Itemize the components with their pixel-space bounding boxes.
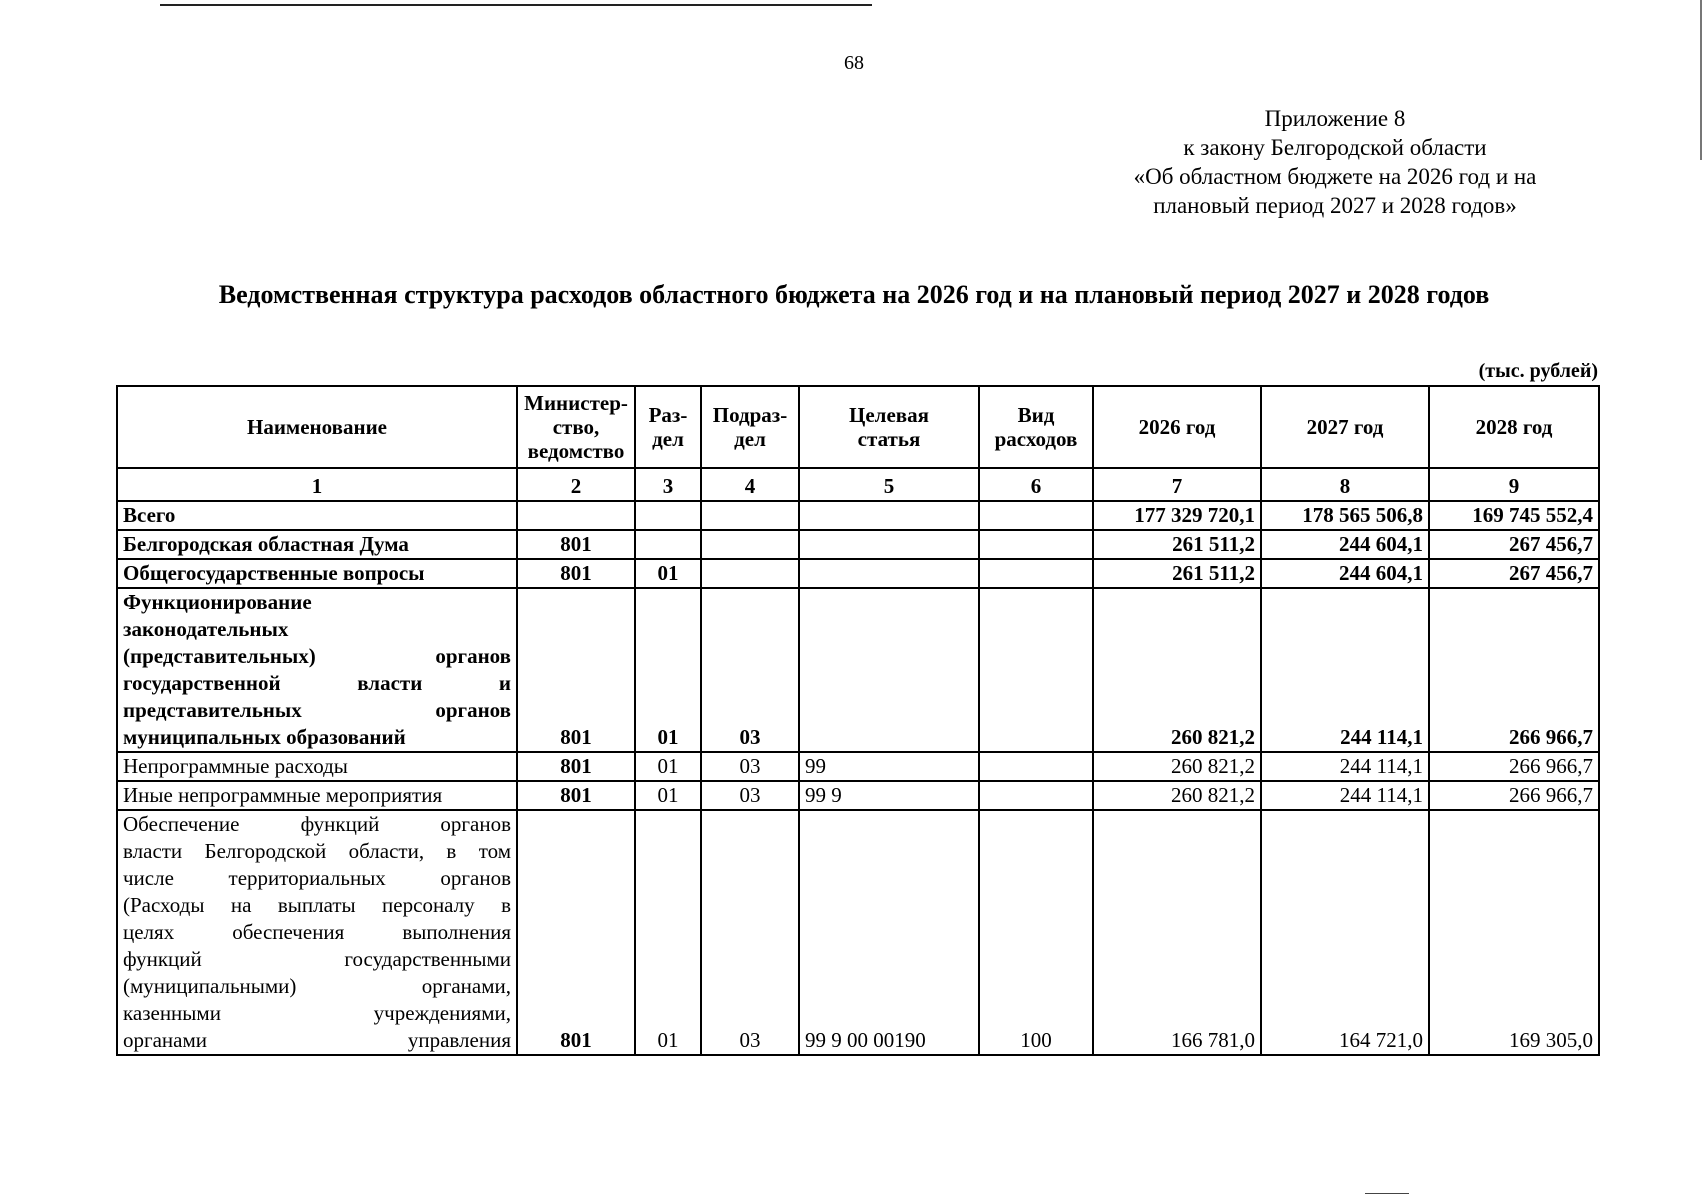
section-cell: 01 <box>635 752 701 781</box>
header-row <box>117 386 1599 468</box>
ministry-cell: 801 <box>517 781 635 810</box>
row-name <box>117 810 517 1055</box>
row-name-line: (Расходы на выплаты персоналу в <box>123 893 511 917</box>
page-number: 68 <box>844 52 864 74</box>
amount-2026: 261 511,2 <box>1093 530 1261 559</box>
header-2027: 2027 год <box>1261 386 1429 468</box>
header-line: дел <box>734 427 766 451</box>
header-line: Вид <box>1017 403 1055 427</box>
appendix-note <box>1100 104 1570 220</box>
document-title: Ведомственная структура расходов областного бюджета на 2026 год и на плановый период 2027 и 2028 годов <box>218 280 1490 309</box>
row-name: Непрограммные расходы <box>117 752 517 781</box>
row-name-line: целях обеспечения выполнения <box>123 920 511 944</box>
target-cell: 99 <box>799 752 979 781</box>
amount-2026: 177 329 720,1 <box>1093 501 1261 530</box>
header-line: ведомство <box>527 439 625 463</box>
amount-2026: 261 511,2 <box>1093 559 1261 588</box>
header-target <box>799 386 979 468</box>
amount-2027: 244 114,1 <box>1261 781 1429 810</box>
row-name-line: представительных органов <box>123 698 511 722</box>
subsection-cell <box>701 530 799 559</box>
header-expense-type <box>979 386 1093 468</box>
expense-type-cell <box>979 559 1093 588</box>
row-name-line: (муниципальными) органами, <box>123 974 511 998</box>
row-name-line: числе территориальных органов <box>123 866 511 890</box>
header-line: ство, <box>552 415 600 439</box>
column-number: 2 <box>517 468 635 501</box>
table-row <box>117 559 1599 588</box>
amount-2027: 244 114,1 <box>1261 752 1429 781</box>
ministry-cell: 801 <box>517 559 635 588</box>
ministry-cell: 801 <box>517 530 635 559</box>
target-cell <box>799 530 979 559</box>
column-number: 5 <box>799 468 979 501</box>
row-name-line: казенными учреждениями, <box>123 1001 511 1025</box>
header-line: статья <box>857 427 921 451</box>
section-cell: 01 <box>635 810 701 1055</box>
header-line: Министер- <box>524 391 628 415</box>
table-row <box>117 588 1599 752</box>
amount-2028: 266 966,7 <box>1429 781 1599 810</box>
scan-edge-line <box>1365 1193 1409 1194</box>
ministry-cell: 801 <box>517 588 635 752</box>
row-name-line: Функционирование <box>123 590 312 614</box>
header-line: Подраз- <box>712 403 788 427</box>
header-subsection <box>701 386 799 468</box>
table-row <box>117 752 1599 781</box>
expense-type-cell <box>979 752 1093 781</box>
table-row <box>117 501 1599 530</box>
unit-label: (тыс. рублей) <box>1478 360 1598 382</box>
header-ministry <box>517 386 635 468</box>
column-number: 6 <box>979 468 1093 501</box>
amount-2027: 244 604,1 <box>1261 530 1429 559</box>
amount-2027: 178 565 506,8 <box>1261 501 1429 530</box>
ministry-cell <box>517 501 635 530</box>
amount-2027: 164 721,0 <box>1261 810 1429 1055</box>
section-cell <box>635 501 701 530</box>
subsection-cell <box>701 501 799 530</box>
amount-2028: 169 305,0 <box>1429 810 1599 1055</box>
scan-edge-line <box>160 4 872 6</box>
header-line: Целевая <box>849 403 929 427</box>
column-number: 8 <box>1261 468 1429 501</box>
section-cell: 01 <box>635 588 701 752</box>
column-number: 3 <box>635 468 701 501</box>
table-row <box>117 781 1599 810</box>
scan-edge-line <box>1700 0 1702 160</box>
header-section <box>635 386 701 468</box>
header-2028: 2028 год <box>1429 386 1599 468</box>
row-name-line: власти Белгородской области, в том <box>123 839 511 863</box>
appendix-line: «Об областном бюджете на 2026 год и на <box>1133 164 1537 189</box>
target-cell: 99 9 00 00190 <box>799 810 979 1055</box>
subsection-cell: 03 <box>701 810 799 1055</box>
subsection-cell: 03 <box>701 588 799 752</box>
target-cell <box>799 588 979 752</box>
ministry-cell: 801 <box>517 752 635 781</box>
row-name: Белгородская областная Дума <box>117 530 517 559</box>
amount-2026: 260 821,2 <box>1093 588 1261 752</box>
column-number-row <box>117 468 1599 501</box>
row-name-line: государственной власти и <box>123 671 511 695</box>
row-name: Общегосударственные вопросы <box>117 559 517 588</box>
target-cell: 99 9 <box>799 781 979 810</box>
expense-type-cell <box>979 530 1093 559</box>
amount-2026: 260 821,2 <box>1093 752 1261 781</box>
target-cell <box>799 559 979 588</box>
subsection-cell: 03 <box>701 781 799 810</box>
header-name: Наименование <box>117 386 517 468</box>
appendix-line: Приложение 8 <box>1264 106 1406 131</box>
header-line: дел <box>652 427 684 451</box>
amount-2028: 266 966,7 <box>1429 752 1599 781</box>
amount-2026: 166 781,0 <box>1093 810 1261 1055</box>
appendix-line: к закону Белгородской области <box>1183 135 1487 160</box>
row-name-line: органами управления <box>123 1028 511 1052</box>
amount-2028: 169 745 552,4 <box>1429 501 1599 530</box>
appendix-line: плановый период 2027 и 2028 годов» <box>1153 193 1517 218</box>
section-cell <box>635 530 701 559</box>
row-name-line: Обеспечение функций органов <box>123 812 511 836</box>
amount-2028: 266 966,7 <box>1429 588 1599 752</box>
row-name: Иные непрограммные мероприятия <box>117 781 517 810</box>
expense-type-cell <box>979 501 1093 530</box>
target-cell <box>799 501 979 530</box>
table-row <box>117 530 1599 559</box>
section-cell: 01 <box>635 559 701 588</box>
row-name-line: (представительных) органов <box>123 644 511 668</box>
budget-table <box>116 385 1600 1056</box>
amount-2028: 267 456,7 <box>1429 559 1599 588</box>
column-number: 7 <box>1093 468 1261 501</box>
expense-type-cell <box>979 781 1093 810</box>
column-number: 4 <box>701 468 799 501</box>
row-name <box>117 588 517 752</box>
table-row <box>117 810 1599 1055</box>
section-cell: 01 <box>635 781 701 810</box>
column-number: 9 <box>1429 468 1599 501</box>
row-name-line: функций государственными <box>123 947 511 971</box>
subsection-cell <box>701 559 799 588</box>
ministry-cell: 801 <box>517 810 635 1055</box>
header-2026: 2026 год <box>1093 386 1261 468</box>
column-number: 1 <box>117 468 517 501</box>
amount-2028: 267 456,7 <box>1429 530 1599 559</box>
row-name-line: законодательных <box>123 617 289 641</box>
amount-2026: 260 821,2 <box>1093 781 1261 810</box>
row-name-line: муниципальных образований <box>123 725 406 749</box>
amount-2027: 244 604,1 <box>1261 559 1429 588</box>
expense-type-cell: 100 <box>979 810 1093 1055</box>
subsection-cell: 03 <box>701 752 799 781</box>
row-name: Всего <box>117 501 517 530</box>
amount-2027: 244 114,1 <box>1261 588 1429 752</box>
header-line: расходов <box>994 427 1078 451</box>
expense-type-cell <box>979 588 1093 752</box>
header-line: Раз- <box>648 403 688 427</box>
